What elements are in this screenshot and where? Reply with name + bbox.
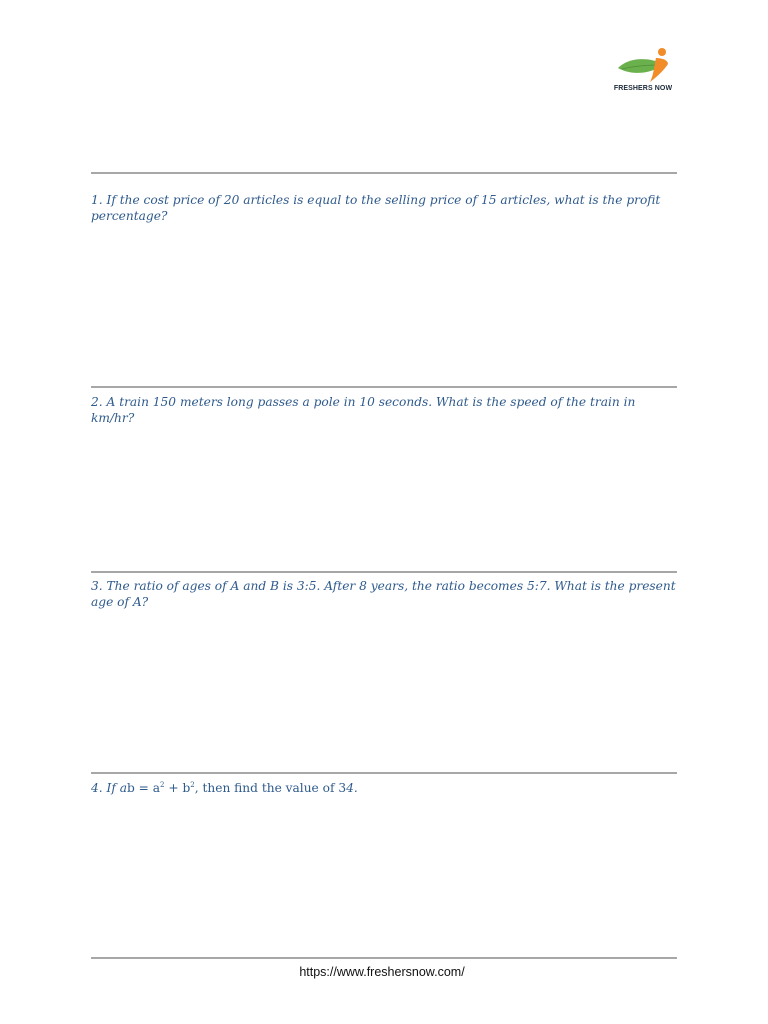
- question-1: [91, 192, 679, 224]
- question-4: [91, 780, 679, 796]
- variable-a: a: [119, 781, 127, 795]
- footer-divider: [91, 957, 677, 959]
- divider: [91, 386, 677, 388]
- divider: [91, 772, 677, 774]
- divider: [91, 571, 677, 573]
- question-number: 4.: [91, 781, 103, 795]
- question-end: .: [353, 781, 358, 795]
- equation-lhs: b = a: [127, 781, 161, 795]
- leaf-figure-icon: [616, 46, 670, 86]
- value-four: 4: [346, 781, 354, 795]
- question-number: 2.: [91, 395, 103, 409]
- question-number: 3.: [91, 579, 103, 593]
- question-3: [91, 578, 679, 610]
- question-number: 1.: [91, 193, 103, 207]
- question-text: A train 150 meters long passes a pole in 10 seconds. What is the speed of the train in km/hr?: [91, 395, 636, 425]
- question-prefix: If: [106, 781, 120, 795]
- exponent: 2: [160, 781, 165, 789]
- exponent: 2: [190, 781, 195, 789]
- question-text: If the cost price of 20 articles is equal to the selling price of 15 articles, what is the profit percentage?: [91, 193, 661, 223]
- freshers-now-logo: [612, 46, 674, 96]
- equation-plus-b: + b: [164, 781, 191, 795]
- footer-url-link[interactable]: https://www.freshersnow.com/: [299, 965, 465, 979]
- question-suffix: , then find the value of 3: [194, 781, 347, 795]
- question-text: The ratio of ages of A and B is 3:5. After 8 years, the ratio becomes 5:7. What is the present age of A?: [91, 579, 676, 609]
- question-2: [91, 394, 679, 426]
- divider: [91, 172, 677, 174]
- logo-text: FRESHERS NOW: [613, 85, 673, 92]
